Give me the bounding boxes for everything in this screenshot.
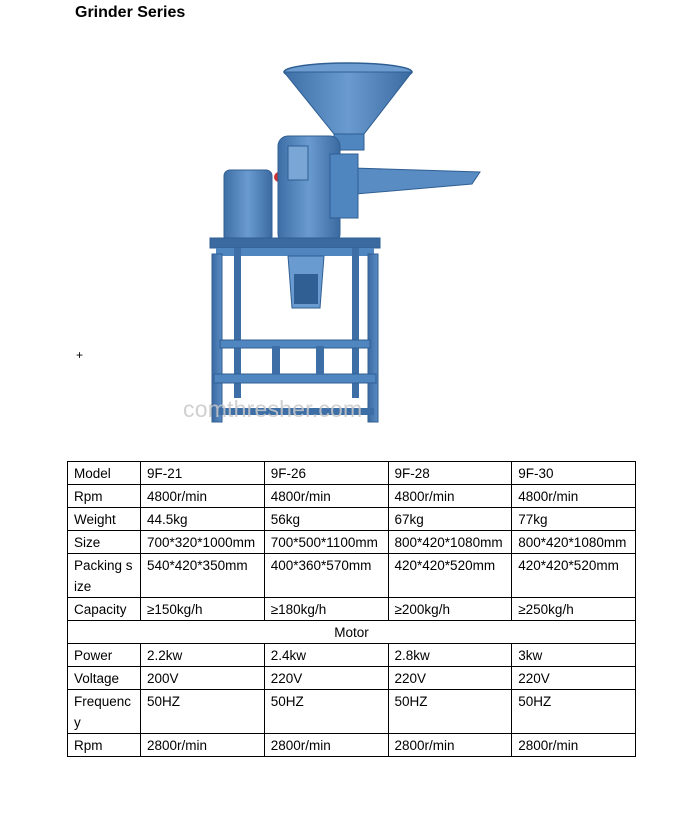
cross-bar-lower [214,374,376,383]
table-cell: Capacity [68,598,141,621]
table-cell: 420*420*520mm [512,554,636,598]
table-row [68,554,636,598]
table-cell: 2800r/min [141,734,265,757]
table-cell: ≥200kg/h [388,598,512,621]
table-cell: 4800r/min [512,485,636,508]
table-cell: 200V [141,667,265,690]
table-cell: 2800r/min [388,734,512,757]
table-cell: ≥250kg/h [512,598,636,621]
drive-cover [330,154,358,218]
bar-support-right [316,346,324,374]
motor-housing [224,170,272,242]
table-cell: 50HZ [512,690,636,734]
table-cell: 56kg [264,508,388,531]
table-cell: Rpm [68,485,141,508]
feed-tray [352,168,480,194]
watermark: comthresher.com [183,396,363,422]
table-cell: 220V [388,667,512,690]
table-cell: 4800r/min [388,485,512,508]
table-cell: 700*320*1000mm [141,531,265,554]
table-cell: 420*420*520mm [388,554,512,598]
table-cell: 4800r/min [264,485,388,508]
table-cell: 2.4kw [264,644,388,667]
table-cell: Size [68,531,141,554]
table-cell: 67kg [388,508,512,531]
table-cell: Rpm [68,734,141,757]
table-cell: 77kg [512,508,636,531]
table-cell: Weight [68,508,141,531]
plus-mark: + [76,348,84,362]
table-cell: 2.8kw [388,644,512,667]
table-row [68,667,636,690]
outlet-opening [294,274,318,304]
table-row [68,462,636,485]
hopper-cone [284,72,412,134]
table-section-row [68,621,636,644]
table-row [68,644,636,667]
bar-support-left [272,346,280,374]
table-row [68,690,636,734]
table-cell: Power [68,644,141,667]
table-cell: 2800r/min [512,734,636,757]
frame-top [210,238,380,248]
table-cell: 50HZ [388,690,512,734]
cross-bar-upper [220,340,370,348]
table-row [68,734,636,757]
table-row [68,531,636,554]
table-cell: ≥180kg/h [264,598,388,621]
table-cell: 2800r/min [264,734,388,757]
table-cell: 50HZ [264,690,388,734]
table-row [68,598,636,621]
spec-table [67,461,636,757]
section-heading: Motor [68,621,636,644]
table-cell: Packing size [68,554,141,598]
table-cell: 9F-28 [388,462,512,485]
table-cell: 800*420*1080mm [388,531,512,554]
table-cell: 540*420*350mm [141,554,265,598]
table-cell: 800*420*1080mm [512,531,636,554]
table-cell: 9F-30 [512,462,636,485]
table-cell: 400*360*570mm [264,554,388,598]
table-cell: 700*500*1100mm [264,531,388,554]
table-cell: 9F-26 [264,462,388,485]
table-cell: 2.2kw [141,644,265,667]
table-cell: 220V [512,667,636,690]
grinder-machine-photo [180,58,500,430]
table-cell: 44.5kg [141,508,265,531]
table-row [68,485,636,508]
table-cell: Frequency [68,690,141,734]
table-cell: ≥150kg/h [141,598,265,621]
table-cell: 4800r/min [141,485,265,508]
table-cell: Voltage [68,667,141,690]
page-title: Grinder Series [75,4,186,21]
table-cell: 50HZ [141,690,265,734]
table-cell: 3kw [512,644,636,667]
grinder-door [288,146,308,180]
table-cell: Model [68,462,141,485]
table-row [68,508,636,531]
table-cell: 220V [264,667,388,690]
table-cell: 9F-21 [141,462,265,485]
